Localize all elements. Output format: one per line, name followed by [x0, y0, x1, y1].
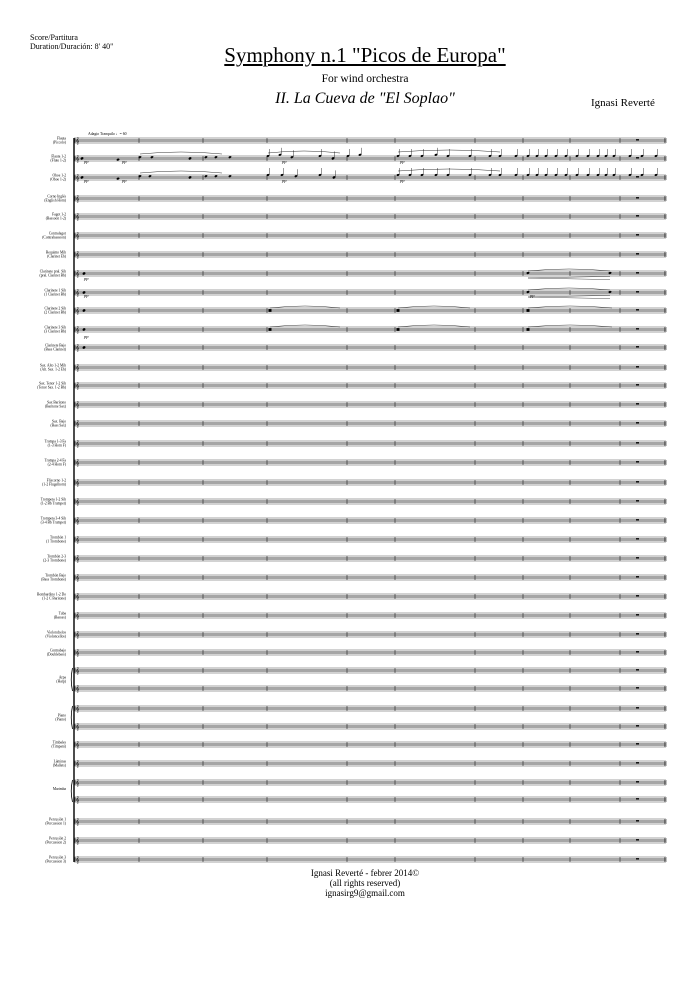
staff	[74, 517, 666, 525]
staff	[74, 137, 666, 145]
clef-mark: 𝄞	[75, 173, 80, 182]
rest-mark	[636, 291, 639, 292]
instrument-subname: (Bass Sax)	[50, 423, 66, 428]
instrument-name: Trompa 1-3 Fa	[44, 439, 66, 444]
instrument-subname: (1 Clarinet Bb)	[44, 292, 66, 297]
staves-group	[71, 137, 666, 864]
staff	[74, 251, 666, 259]
rest-mark	[636, 139, 639, 140]
staff	[74, 382, 666, 390]
instrument-name: Percusión 3	[49, 855, 66, 860]
movement-title: II. La Cueva de "El Soplao"	[275, 90, 455, 107]
instrument-name: Violonchelos	[47, 630, 66, 635]
staff	[74, 213, 666, 221]
clef-mark: 𝄞	[75, 817, 80, 826]
rest-mark	[636, 781, 639, 782]
instrument-subname: (Contrabassoon)	[42, 235, 66, 240]
instrument-subname: (Violoncellos)	[45, 634, 66, 639]
instrument-name: Marimba	[52, 787, 66, 791]
composer-name: Ignasi Reverté	[591, 97, 655, 109]
note-head	[526, 272, 530, 275]
clef-mark: 𝄞	[75, 648, 80, 657]
staff	[74, 555, 666, 563]
instrument-subname: (2 Clarinet Bb)	[44, 310, 66, 315]
hairpin	[528, 276, 610, 279]
instrument-name: Flauta 1-2	[51, 154, 66, 159]
instrument-subname: (Oboe 1-2)	[50, 177, 66, 182]
clef-mark: 𝄞	[75, 381, 80, 390]
tempo-marking: Adagio Tranquilo ♩= 60	[88, 132, 127, 136]
note-head	[150, 156, 154, 159]
clef-mark: 𝄞	[75, 684, 80, 693]
clef-mark: 𝄞	[75, 611, 80, 620]
instrument-name: Flauta	[57, 136, 66, 141]
clef-mark: 𝄞	[75, 535, 80, 544]
clef-mark: 𝄞	[75, 439, 80, 448]
instrument-name: Fagot 1-2	[52, 212, 66, 217]
brace	[71, 668, 72, 691]
slur	[270, 306, 340, 308]
score-footer	[0, 868, 700, 898]
dynamic-mark: pp	[84, 293, 89, 298]
clef-mark: 𝄞	[75, 212, 80, 221]
rest-mark	[636, 215, 639, 216]
instrument-name: Trombón 1	[50, 535, 66, 540]
rest-mark	[636, 651, 639, 652]
instrument-subname: (1-2 Flugelhorn)	[42, 482, 66, 487]
score-type-label: Score/Partitura	[30, 33, 78, 42]
chord-notes	[397, 328, 400, 331]
staff	[74, 837, 666, 845]
staff	[74, 536, 666, 544]
clef-mark: 𝄞	[75, 740, 80, 749]
dynamic-mark: pp	[84, 276, 89, 281]
staff	[71, 667, 666, 693]
rest-mark	[636, 538, 639, 539]
clef-mark: 𝄞	[75, 778, 80, 787]
rest-mark	[636, 176, 639, 177]
instrument-name: Láminas	[53, 759, 66, 764]
instrument-name: Oboe 1-2	[52, 173, 66, 178]
clef-mark: 𝄞	[75, 795, 80, 804]
staff	[74, 420, 666, 428]
clef-mark: 𝄞	[75, 573, 80, 582]
staff	[74, 401, 666, 409]
clef-mark: 𝄞	[75, 325, 80, 334]
instrument-subname: (Bass Clarinet)	[44, 347, 66, 352]
clef-mark: 𝄞	[75, 516, 80, 525]
instrument-subname: (Basses)	[53, 615, 66, 620]
instrument-name: Bombardino 1-2 Do	[37, 592, 66, 597]
rest-mark	[636, 422, 639, 423]
instrument-subname: (Percussion 2)	[45, 840, 66, 845]
rest-mark	[636, 595, 639, 596]
instrument-name: Arpa	[58, 675, 66, 680]
dynamic-mark: pp	[530, 293, 535, 298]
clef-mark: 𝄞	[75, 363, 80, 372]
chord-notes	[527, 309, 530, 312]
clef-mark: 𝄞	[75, 759, 80, 768]
clef-mark: 𝄞	[75, 630, 80, 639]
rest-mark	[636, 366, 639, 367]
clef-mark: 𝄞	[75, 306, 80, 315]
brace	[71, 780, 72, 802]
clef-mark: 𝄞	[75, 592, 80, 601]
rest-mark	[636, 839, 639, 840]
rights-line: (all rights reserved)	[329, 878, 401, 888]
staff	[74, 459, 666, 467]
instrument-subname: (Bass Trombone)	[41, 577, 66, 582]
rest-mark	[636, 633, 639, 634]
instrument-name: Contrabajo	[50, 648, 66, 653]
instrument-subname: (Clarinet Eb)	[47, 254, 66, 259]
instrument-subname: (Percussion 1)	[45, 821, 66, 826]
rest-mark	[636, 707, 639, 708]
rest-mark	[636, 442, 639, 443]
dynamic-mark: pp	[84, 178, 89, 183]
chord-notes	[397, 309, 400, 312]
rest-mark	[636, 687, 639, 688]
slur	[140, 152, 222, 154]
instrument-name: Piano	[57, 713, 66, 718]
instrument-subname: (Alt. Sax. 1-2 Eb)	[40, 367, 66, 372]
staff	[74, 479, 666, 487]
staff	[74, 593, 666, 601]
rest-mark	[636, 234, 639, 235]
staff	[74, 649, 666, 657]
instrument-name: Trombón Bajo	[45, 573, 66, 578]
staff	[74, 631, 666, 639]
chord-notes	[269, 328, 272, 331]
rest-mark	[636, 762, 639, 763]
instrument-name: Trompeta 3-4 Sib	[40, 516, 66, 521]
instrument-subname: (Piccolo)	[52, 140, 66, 145]
dynamic-mark: pp	[282, 159, 287, 164]
clef-mark: 𝄞	[75, 343, 80, 352]
staff	[74, 741, 666, 749]
instrument-subname: (Bassoon 1-2)	[45, 216, 66, 221]
score-title-text: Symphony n.1 "Picos de Europa"	[224, 43, 506, 67]
rest-mark	[636, 403, 639, 404]
note-head	[204, 175, 208, 178]
instrument-name: Percusión 1	[49, 817, 66, 822]
clef-mark: 𝄞	[75, 704, 80, 713]
instrument-subname: (Flute 1-2)	[50, 158, 66, 163]
instrument-subname: (Timpani)	[51, 744, 66, 749]
staff	[71, 705, 666, 731]
note-head	[608, 291, 612, 294]
dynamic-mark: pp	[400, 159, 405, 164]
instrument-subname: (Harp)	[56, 679, 66, 684]
rest-mark	[636, 253, 639, 254]
instrument-subname: (pral. Clarinet Bb)	[39, 273, 66, 278]
instrument-name: Timbales	[52, 740, 66, 745]
clef-mark: 𝄞	[75, 855, 80, 864]
instrument-subname: (Mallets)	[52, 763, 66, 768]
instrument-name: Tuba	[58, 611, 66, 616]
rest-mark	[636, 557, 639, 558]
clef-mark: 𝄞	[75, 154, 80, 163]
instrument-name: Trompa 2-4 Fa	[44, 458, 66, 463]
instrument-name: Trombón 2-3	[47, 554, 66, 559]
note-head	[82, 328, 86, 331]
instrument-subname: (1 Trombone)	[46, 539, 66, 544]
staff	[74, 232, 666, 240]
staff	[74, 612, 666, 620]
instrument-subname: (2-3 Trombone)	[43, 558, 66, 563]
instrument-subname: (English Horn)	[44, 198, 66, 203]
note-head	[82, 272, 86, 275]
dynamic-mark: pp	[122, 178, 127, 183]
instrument-name: Clarinete 1 Sib	[44, 288, 66, 293]
rest-mark	[636, 500, 639, 501]
instrument-name: Requinto Mib	[45, 250, 66, 255]
note-head	[214, 175, 218, 178]
instrument-name: Percusión 2	[49, 836, 66, 841]
dynamic-mark: pp	[84, 334, 89, 339]
staff	[74, 344, 666, 352]
staff	[74, 289, 666, 297]
staff	[74, 856, 666, 864]
staff	[74, 818, 666, 826]
slur	[528, 325, 612, 327]
rest-mark	[636, 328, 639, 329]
instrument-subname: (1-3 Horn F)	[47, 443, 66, 448]
instrument-name: Sax. Bajo	[52, 419, 66, 424]
instrument-name: Clarinete Bajo	[45, 343, 66, 348]
staff	[74, 270, 666, 278]
instrument-name: Corno Inglés	[47, 194, 66, 199]
rest-mark	[636, 197, 639, 198]
slur	[398, 325, 470, 327]
duration-label: Duration/Duración: 8' 40"	[30, 42, 114, 51]
rest-mark	[636, 309, 639, 310]
staff	[74, 574, 666, 582]
slur	[268, 151, 340, 153]
staff	[74, 440, 666, 448]
instrument-name: Clarinete 2 Sib	[44, 306, 66, 311]
rest-mark	[636, 725, 639, 726]
slur	[270, 325, 340, 327]
instrument-name: Sax. Tenor 1-2 Sib	[39, 381, 66, 386]
rest-mark	[636, 461, 639, 462]
clef-mark: 𝄞	[75, 400, 80, 409]
note-head	[148, 175, 152, 178]
slur	[528, 288, 610, 290]
slur	[528, 306, 612, 308]
dynamic-mark: pp	[122, 159, 127, 164]
instrument-subname: (1-2 Bb Trumpet)	[40, 501, 66, 506]
slur	[528, 269, 610, 271]
clef-mark: 𝄞	[75, 194, 80, 203]
rest-mark	[636, 519, 639, 520]
note-head	[214, 156, 218, 159]
chord-notes	[269, 309, 272, 312]
clef-mark: 𝄞	[75, 666, 80, 675]
note-head	[82, 346, 86, 349]
clef-mark: 𝄞	[75, 497, 80, 506]
dynamic-mark: pp	[400, 178, 405, 183]
clef-mark: 𝄞	[75, 478, 80, 487]
rest-mark	[636, 858, 639, 859]
instrument-name: Clarinete pral. Sib	[39, 269, 66, 274]
note-head	[204, 156, 208, 159]
score-subtitle: For wind orchestra	[321, 73, 409, 85]
instrument-subname: (3-4 Bb Trumpet)	[40, 520, 66, 525]
instrument-name: Sax. Alto 1-2 Mib	[40, 363, 66, 368]
rest-mark	[636, 384, 639, 385]
note-head	[608, 272, 612, 275]
rest-mark	[636, 798, 639, 799]
rest-mark	[636, 157, 639, 158]
instrument-name: Fliscorno 1-2	[46, 478, 66, 483]
staff	[74, 498, 666, 506]
clef-mark: 𝄞	[75, 250, 80, 259]
instrument-subname: (Piano)	[55, 717, 66, 722]
email-line: ignasirg9@gmail.com	[325, 888, 405, 898]
staff	[74, 326, 666, 334]
clef-mark: 𝄞	[75, 231, 80, 240]
clef-mark: 𝄞	[75, 554, 80, 563]
brace	[71, 706, 72, 729]
chord-notes	[527, 328, 530, 331]
note-head	[228, 175, 232, 178]
dynamic-mark: pp	[282, 178, 287, 183]
clef-mark: 𝄞	[75, 136, 80, 145]
clef-mark: 𝄞	[75, 288, 80, 297]
note-head	[82, 309, 86, 312]
instrument-subname: (2-4 Horn F)	[47, 462, 66, 467]
instrument-name: Contrafagot	[48, 231, 66, 236]
clef-mark: 𝄞	[75, 269, 80, 278]
slur	[398, 306, 470, 308]
rest-mark	[636, 743, 639, 744]
rest-mark	[636, 272, 639, 273]
instrument-subname: (Baritone Sax)	[44, 404, 66, 409]
rest-mark	[636, 820, 639, 821]
dynamic-mark: pp	[84, 159, 89, 164]
slur	[398, 169, 500, 171]
rest-mark	[636, 614, 639, 615]
rest-mark	[636, 346, 639, 347]
clef-mark: 𝄞	[75, 722, 80, 731]
clef-mark: 𝄞	[75, 458, 80, 467]
instrument-name: Sax Barítono	[47, 400, 66, 405]
rest-mark	[636, 576, 639, 577]
slur	[140, 171, 222, 173]
copyright-line: Ignasi Reverté - febrer 2014©	[310, 868, 420, 878]
staff	[74, 307, 666, 315]
staff	[74, 364, 666, 372]
instrument-subname: (1-2 C Baritone)	[42, 596, 66, 601]
clef-mark: 𝄞	[75, 836, 80, 845]
note-marks	[80, 148, 658, 349]
instrument-labels	[37, 137, 67, 864]
instrument-name: Trompeta 1-2 Sib	[40, 497, 66, 502]
note-head	[228, 156, 232, 159]
rest-mark	[636, 669, 639, 670]
instrument-name: Clarinete 3 Sib	[44, 325, 66, 330]
staff	[74, 760, 666, 768]
clef-mark: 𝄞	[75, 419, 80, 428]
slur	[398, 150, 500, 152]
instrument-subname: (Doublebass)	[46, 652, 66, 657]
rest-mark	[636, 481, 639, 482]
staff	[71, 779, 666, 804]
instrument-subname: (Tenor Sax. 1-2 Bb)	[37, 385, 66, 390]
instrument-subname: (3 Clarinet Bb)	[44, 329, 66, 334]
staff	[74, 195, 666, 203]
hairpin	[528, 295, 610, 298]
instrument-subname: (Percussion 3)	[45, 859, 66, 864]
